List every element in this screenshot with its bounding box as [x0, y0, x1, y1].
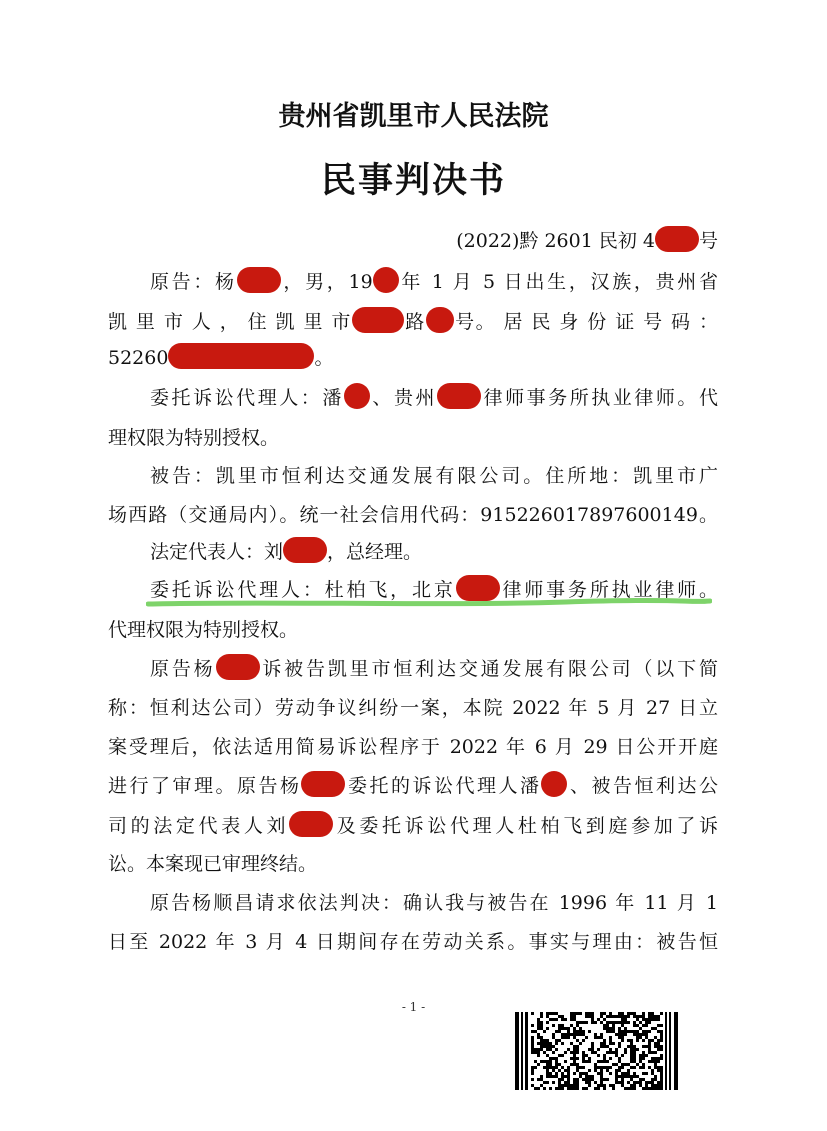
case-intro-line-6: 讼。本案现已审理终结。 [108, 853, 318, 875]
defendant-agent-line-1 [150, 572, 718, 608]
case-intro-line-1 [150, 651, 718, 687]
text-segment: 委托诉讼代理人：潘 [150, 387, 344, 409]
redaction-mark [352, 307, 404, 333]
redaction-mark [655, 226, 699, 252]
text-segment: 委托的诉讼代理人潘 [345, 775, 542, 797]
claim-line-1: 原告杨顺昌请求依法判决：确认我与被告在 1996 年 11 月 1 [150, 892, 718, 914]
redaction-mark [373, 267, 399, 293]
text-segment: 52260 [108, 347, 169, 369]
page-number: - 1 - [401, 1000, 426, 1014]
redaction-mark [216, 654, 260, 680]
text-segment: 、被告恒利达公 [567, 775, 718, 797]
text-segment: 及委托诉讼代理人杜柏飞到庭参加了诉 [333, 815, 718, 837]
court-name: 贵州省凯里市人民法院 [278, 101, 549, 132]
text-segment: ，总经理。 [327, 541, 423, 563]
defendant-agent-line-2: 代理权限为特别授权。 [108, 619, 299, 641]
claim-line-2: 日至 2022 年 3 月 4 日期间存在劳动关系。事实与理由：被告恒 [108, 931, 718, 953]
redaction-mark [283, 537, 327, 563]
case-intro-line-3: 案受理后，依法适用简易诉讼程序于 2022 年 6 月 29 日公开开庭 [108, 736, 718, 758]
text-segment: 年 1 月 5 日出生，汉族，贵州省 [398, 271, 718, 293]
redaction-mark [456, 575, 500, 601]
case-number-suffix: 号 [698, 230, 718, 252]
redaction-mark [541, 771, 567, 797]
redaction-mark [426, 307, 454, 333]
text-segment: 法定代表人：刘 [150, 541, 284, 563]
text-segment: 。 [314, 347, 334, 369]
document-title: 民事判决书 [320, 160, 506, 201]
text-segment: 原告杨 [150, 658, 216, 680]
case-intro-line-4 [108, 768, 718, 804]
case-number [108, 223, 718, 259]
text-segment: 律师事务所执业律师。代 [481, 387, 718, 409]
plaintiff-agent-line-2: 理权限为特别授权。 [108, 427, 280, 449]
redaction-mark [301, 771, 345, 797]
redaction-mark [168, 343, 314, 369]
case-intro-line-2: 称：恒利达公司）劳动争议纠纷一案，本院 2022 年 5 月 27 日立 [108, 697, 718, 719]
plaintiff-id-line [108, 340, 718, 376]
text-segment: 、贵州 [369, 387, 438, 409]
case-number-prefix: (2022)黔 2601 民初 4 [456, 230, 655, 252]
text-segment: 委托诉讼代理人：杜柏飞，北京 [150, 579, 456, 601]
text-segment: 号。 居 民 身 份 证 号 码 ： [453, 311, 718, 333]
plaintiff-agent-line-1 [150, 380, 718, 416]
document-qr-code [515, 1012, 678, 1090]
redaction-mark [437, 383, 481, 409]
legal-rep-line [150, 534, 718, 570]
defendant-line-1: 被告：凯里市恒利达交通发展有限公司。住所地：凯里市广 [150, 465, 718, 487]
text-segment: 凯 里 市 人 ， 住 凯 里 市 [108, 311, 352, 333]
text-segment: 进行了审理。原告杨 [108, 775, 302, 797]
redaction-mark [289, 811, 333, 837]
defendant-line-2: 场西路（交通局内）。统一社会信用代码：915226017897600149。 [108, 504, 718, 526]
redaction-mark [344, 383, 370, 409]
redaction-mark [237, 267, 281, 293]
text-segment: 律师事务所执业律师。 [499, 579, 718, 601]
text-segment: 司的法定代表人刘 [108, 815, 290, 837]
text-segment: 诉被告凯里市恒利达交通发展有限公司（以下简 [259, 658, 718, 680]
plaintiff-line-1 [150, 264, 718, 300]
text-segment: 原告：杨 [150, 271, 237, 293]
plaintiff-line-2 [108, 304, 718, 340]
text-segment: ，男，19 [280, 271, 373, 293]
case-intro-line-5 [108, 808, 718, 844]
text-segment: 路 [403, 311, 426, 333]
